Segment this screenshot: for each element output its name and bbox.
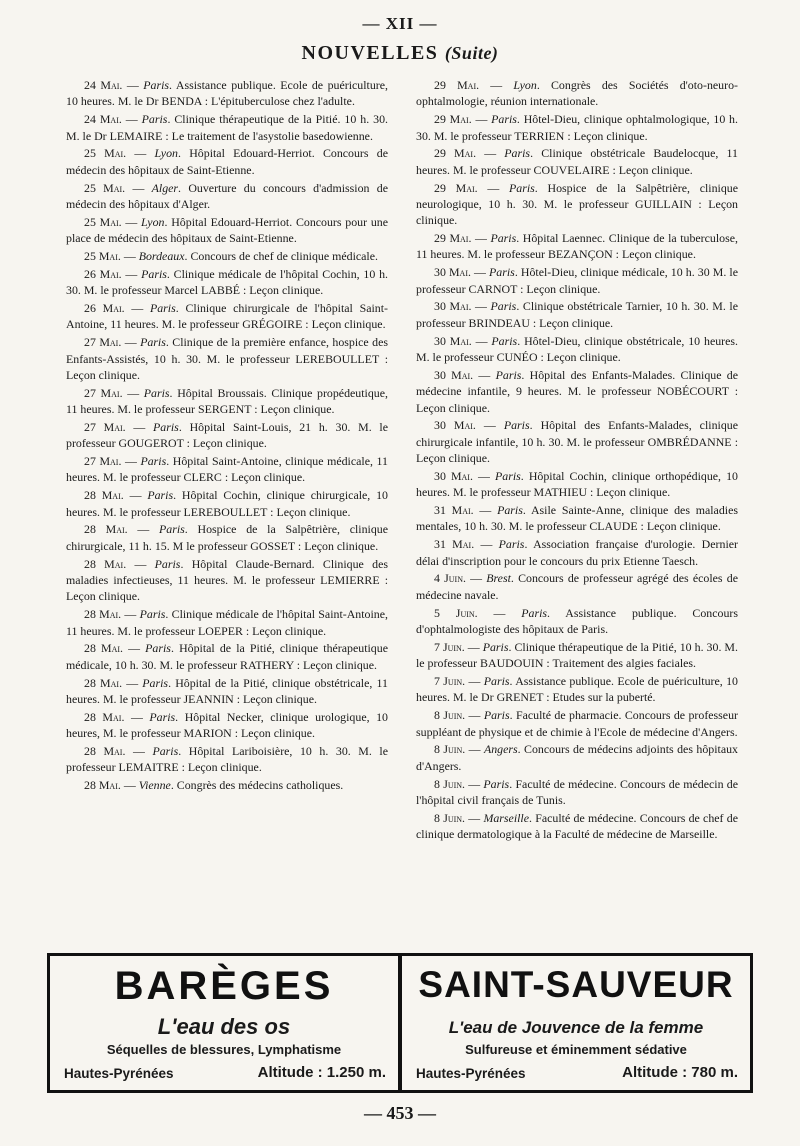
entry-city: Vienne <box>138 778 171 793</box>
news-entry: 28 Mai. — Paris. Hôpital de la Pitié, clinique obstétricale, 11 heures. M. le professeur JEANNIN : Leçon clinique. <box>66 675 388 706</box>
news-entry: 30 Mai. — Paris. Hôpital des Enfants-Malades. Clinique de médecine infantile, 9 heures. M. le professeur NOBÉCOURT : Leçon clinique. <box>416 367 738 415</box>
entry-date: 25 Mai. <box>84 214 122 229</box>
entry-date: 8 Juin. <box>434 742 466 757</box>
entry-city: Paris <box>143 78 170 92</box>
news-entry: 28 Mai. — Paris. Hôpital Necker, clinique urologique, 10 heures, M. le professeur MARION : Leçon clinique. <box>66 709 388 741</box>
news-entry: 28 Mai. — Paris. Hôpital Claude-Bernard. Clinique des maladies infectieuses, 11 heures. M. le professeur LEMIERRE : Leçon clinique. <box>66 556 388 604</box>
news-entry: 28 Mai. — Paris. Hôpital Cochin, clinique chirurgicale, 10 heures. M. le professeur LEREBOULLET : Leçon clinique. <box>66 488 389 519</box>
news-entry: 7 Juin. — Paris. Assistance publique. Ecole de puériculture, 10 heures. M. le Dr GRENET : Etudes sur la puberté. <box>416 674 738 705</box>
news-entry: 30 Mai. — Paris. Hôtel-Dieu, clinique obstétricale, 10 heures. M. le professeur CUNÉO : Leçon clinique. <box>416 333 739 364</box>
news-entry: 29 Mai. — Lyon. Congrès des Sociétés d'oto-neuro-ophtalmologie, réunion internationale. <box>416 78 738 109</box>
entry-city: Paris <box>503 418 530 433</box>
entry-date: 29 Mai. <box>434 112 472 127</box>
entry-date: 26 Mai. <box>84 300 125 315</box>
news-entry: 24 Mai. — Paris. Assistance publique. Ecole de puériculture, 10 heures. M. le Dr BENDA : L'épituberculose chez l'adulte. <box>66 78 388 109</box>
entry-city: Paris <box>149 300 176 315</box>
news-entry: 31 Mai. — Paris. Asile Sainte-Anne, clinique des maladies mentales, 10 h. 30. M. le professeur CLAUDE : Leçon clinique. <box>416 503 738 534</box>
news-entry: 26 Mai. — Paris. Clinique médicale de l'hôpital Cochin, 10 h. 30. M. le professeur Marcel LABBÉ : Leçon clinique. <box>66 266 388 298</box>
entry-city: Paris <box>490 231 517 246</box>
entry-date: 28 Mai. <box>84 488 124 503</box>
entry-city: Paris <box>483 776 510 791</box>
entry-text: Faculté de médecine. Concours de chef de clinique dermatologique à la Faculté de médecine de Marseille. <box>416 810 738 842</box>
entry-date: 5 Juin. <box>434 605 478 620</box>
entry-city: Paris <box>139 607 166 622</box>
entry-city: Bordeaux <box>138 248 185 263</box>
entry-text: Ouverture du concours d'admission de médecin des hôpitaux d'Alger. <box>66 180 388 211</box>
entry-date: 31 Mai. <box>434 537 475 552</box>
entry-text: Congrès des médecins catholiques. <box>176 778 344 793</box>
entry-text: Hôpital Claude-Bernard. Clinique des maladies infectieuses, 11 heures. M. le professeur LEMIERRE : Leçon clinique. <box>66 556 388 604</box>
ad-saint-sauveur-name: SAINT-SAUVEUR <box>418 964 734 1005</box>
advertisement-banner <box>47 953 753 1093</box>
section-title <box>0 42 800 65</box>
entry-city: Paris <box>154 556 181 571</box>
entry-date: 25 Mai. <box>84 180 126 195</box>
entry-text: Clinique chirurgicale de l'hôpital Saint-Antoine, 11 heures. M. le professeur GRÉGOIRE : Leçon clinique. <box>66 300 388 332</box>
entry-city: Paris <box>141 112 168 127</box>
entry-city: Paris <box>141 266 167 281</box>
entry-date: 4 Juin. <box>434 571 466 586</box>
entry-text: Hôpital de la Pitié, clinique obstétricale, 11 heures. M. le professeur JEANNIN : Leçon clinique. <box>66 675 388 706</box>
entry-city: Paris <box>490 299 517 314</box>
entry-city: Lyon <box>154 146 178 161</box>
entry-date: 25 Mai. <box>84 146 127 161</box>
entry-date: 7 Juin. <box>434 639 465 654</box>
left-news-column <box>66 77 388 795</box>
news-entry: 29 Mai. — Paris. Hôpital Laennec. Clinique de la tuberculose, 11 heures. M. le professeur BEZANÇON : Leçon clinique. <box>416 231 738 262</box>
entry-text: Concours de professeur agrégé des écoles de médecine navale. <box>416 571 738 602</box>
news-entry: 30 Mai. — Paris. Hôpital des Enfants-Malades, clinique chirurgicale infantile, 10 h. 30. M. le professeur OMBRÉDANNE : Leçon clinique. <box>416 418 738 466</box>
entry-date: 27 Mai. <box>84 454 122 469</box>
ad-bareges-name: BARÈGES <box>114 964 334 1008</box>
entry-date: 27 Mai. <box>84 335 122 350</box>
entry-city: Paris <box>142 675 169 690</box>
entry-date: 30 Mai. <box>434 468 473 483</box>
entry-text: Clinique obstétricale Baudelocque, 11 heures. M. le professeur COUVELAIRE : Leçon clinique. <box>416 146 738 177</box>
entry-city: Angers <box>483 742 518 757</box>
ad-saint-sauveur-altitude: Altitude : 780 m. <box>622 1064 738 1081</box>
news-entry: 28 Mai. — Paris. Hôpital Lariboisière, 10 h. 30. M. le professeur LEMAITRE : Leçon clinique. <box>66 743 388 775</box>
entry-city: Paris <box>489 265 515 280</box>
entry-date: 30 Mai. <box>434 333 472 348</box>
entry-text: Assistance publique. Ecole de puériculture, 10 heures. M. le Dr GRENET : Etudes sur la puberté. <box>416 674 738 705</box>
entry-city: Lyon <box>513 78 537 92</box>
ad-bareges-tagline: L'eau des os <box>157 1014 291 1039</box>
entry-city: Brest <box>486 571 511 586</box>
news-entry: 30 Mai. — Paris. Clinique obstétricale Tarnier, 10 h. 30. M. le professeur BRINDEAU : Leçon clinique. <box>416 299 738 330</box>
entry-text: Assistance publique. Ecole de puériculture, 10 heures. M. le Dr BENDA : L'épituberculose chez l'adulte. <box>66 78 388 109</box>
entry-date: 30 Mai. <box>434 418 476 433</box>
entry-city: Paris <box>143 385 170 400</box>
news-entry: 8 Juin. — Marseille. Faculté de médecine. Concours de chef de clinique dermatologique à la Faculté de médecine de Marseille. <box>416 810 738 842</box>
entry-city: Paris <box>491 333 518 348</box>
news-entry: 26 Mai. — Paris. Clinique chirurgicale de l'hôpital Saint-Antoine, 11 heures. M. le professeur GRÉGOIRE : Leçon clinique. <box>66 300 388 332</box>
section-title-text: NOUVELLES <box>301 42 439 64</box>
news-entry: 30 Mai. — Paris. Hôpital Cochin, clinique orthopédique, 10 heures. M. le professeur MATHIEU : Leçon clinique. <box>416 468 738 500</box>
entry-text: Hôtel-Dieu, clinique obstétricale, 10 heures. M. le professeur CUNÉO : Leçon clinique. <box>416 333 739 364</box>
entry-city: Paris <box>495 367 522 382</box>
entry-date: 8 Juin. <box>434 708 466 723</box>
ad-bareges-region: Hautes-Pyrénées <box>64 1066 174 1081</box>
news-entry: 28 Mai. — Paris. Hospice de la Salpêtrière, clinique chirurgicale, 11 h. 15. M le professeur GOSSET : Leçon clinique. <box>66 522 388 553</box>
entry-date: 8 Juin. <box>434 810 466 825</box>
entry-text: Concours de chef de clinique médicale. <box>190 248 378 263</box>
entry-text: Hôpital de la Pitié, clinique thérapeutique médicale, 10 h. 30. M. le professeur RATHERY : Leçon clinique. <box>66 641 388 672</box>
news-entry: 27 Mai. — Paris. Clinique de la première enfance, hospice des Enfants-Assistés, 10 h. 30. M. le professeur LEREBOULLET : Leçon clinique. <box>66 335 388 382</box>
right-news-column <box>416 77 738 844</box>
news-entry: 25 Mai. — Bordeaux. Concours de chef de clinique médicale. <box>84 248 378 263</box>
entry-text: Asile Sainte-Anne, clinique des maladies mentales, 10 h. 30. M. le professeur CLAUDE : Leçon clinique. <box>416 503 738 534</box>
entry-date: 28 Mai. <box>84 556 127 571</box>
ad-bareges-subline: Séquelles de blessures, Lymphatisme <box>106 1042 342 1057</box>
entry-date: 30 Mai. <box>434 265 471 280</box>
news-entry: 7 Juin. — Paris. Clinique thérapeutique de la Pitié, 10 h. 30. M. le professeur BAUDOUIN : Traitement des algies faciales. <box>416 639 738 671</box>
entry-text: Hôpital des Enfants-Malades, clinique chirurgicale infantile, 10 h. 30. M. le professeur OMBRÉDANNE : Leçon clinique. <box>416 418 738 466</box>
entry-text: Clinique thérapeutique de la Pitié. 10 h. 30. M. le Dr LEMAIRE : Le traitement de l'asystolie basedowienne. <box>66 112 388 143</box>
entry-city: Paris <box>482 639 509 654</box>
entry-text: Concours de médecins adjoints des hôpitaux d'Angers. <box>416 742 738 773</box>
entry-city: Paris <box>140 335 166 350</box>
news-entry: 8 Juin. — Paris. Faculté de médecine. Concours de médecin de l'hôpital civil français de Tunis. <box>416 776 738 807</box>
entry-date: 28 Mai. <box>84 675 123 690</box>
news-entry: 5 Juin. — Paris. Assistance publique. Concours d'ophtalmologiste des hôpitaux de Paris. <box>416 605 738 636</box>
entry-date: 30 Mai. <box>434 367 474 382</box>
entry-text: Hôpital Saint-Louis, 21 h. 30. M. le professeur GOUGEROT : Leçon clinique. <box>66 419 389 451</box>
entry-city: Paris <box>491 112 517 127</box>
entry-date: 24 Mai. <box>84 112 122 127</box>
entry-text: Hôtel-Dieu, clinique médicale, 10 h. 30 M. le professeur CARNOT : Leçon clinique. <box>416 265 738 296</box>
entry-city: Paris <box>497 503 523 518</box>
entry-text: Hôpital Lariboisière, 10 h. 30. M. le professeur LEMAITRE : Leçon clinique. <box>66 743 388 775</box>
ad-bareges <box>50 956 398 1090</box>
entry-city: Alger <box>151 180 179 195</box>
entry-date: 28 Mai. <box>84 709 125 724</box>
entry-date: 28 Mai. <box>84 641 124 656</box>
entry-city: Paris <box>159 522 185 537</box>
news-entry: 28 Mai. — Vienne. Congrès des médecins catholiques. <box>84 778 344 793</box>
news-entry: 4 Juin. — Brest. Concours de professeur agrégé des écoles de médecine navale. <box>416 571 738 602</box>
entry-date: 29 Mai. <box>434 78 480 92</box>
entry-city: Paris <box>521 605 548 620</box>
entry-text: Hôpital Cochin, clinique orthopédique, 10 heures. M. le professeur MATHIEU : Leçon clinique. <box>416 468 738 500</box>
entry-text: Hôpital Cochin, clinique chirurgicale, 10 heures. M. le professeur LEREBOULLET : Leçon clinique. <box>66 488 389 519</box>
ad-saint-sauveur-subline: Sulfureuse et éminemment sédative <box>465 1042 687 1057</box>
news-entry: 25 Mai. — Lyon. Hôpital Edouard-Herriot. Concours pour une place de médecin des hôpitaux de Saint-Etienne. <box>66 214 388 246</box>
entry-city: Paris <box>494 468 521 483</box>
entry-date: 29 Mai. <box>434 180 478 195</box>
news-entry: 31 Mai. — Paris. Association française d'urologie. Dernier délai d'inscription pour le concours du prix Etienne Taesch. <box>416 537 738 568</box>
entry-date: 27 Mai. <box>84 419 126 434</box>
page-number: — 453 — <box>364 1103 436 1123</box>
news-entry: 27 Mai. — Paris. Hôpital Saint-Antoine, clinique médicale, 11 heures. M. le professeur CLERC : Leçon clinique. <box>66 454 388 485</box>
entry-text: Association française d'urologie. Dernier délai d'inscription pour le concours du prix Etienne Taesch. <box>416 537 738 568</box>
entry-text: Hôpital Edouard-Herriot. Concours de médecin des hôpitaux de Saint-Etienne. <box>66 146 388 177</box>
news-entry: 27 Mai. — Paris. Hôpital Broussais. Clinique propédeutique, 11 heures. M. le professeur SERGENT : Leçon clinique. <box>66 385 388 417</box>
entry-text: Hôtel-Dieu, clinique ophtalmologique, 10 h. 30. M. le professeur TERRIEN : Leçon clinique. <box>416 112 738 143</box>
entry-text: Hôpital Edouard-Herriot. Concours pour une place de médecin des hôpitaux de Saint-Etienne. <box>66 214 388 246</box>
entry-date: 31 Mai. <box>434 503 474 518</box>
ad-saint-sauveur-region: Hautes-Pyrénées <box>416 1066 526 1081</box>
entry-text: Clinique thérapeutique de la Pitié, 10 h. 30. M. le professeur BAUDOUIN : Traitement des algies faciales. <box>416 639 738 671</box>
entry-date: 30 Mai. <box>434 299 472 314</box>
entry-text: Clinique médicale de l'hôpital Saint-Antoine, 11 heures. M. le professeur LOEPER : Leçon clinique. <box>66 607 388 638</box>
entry-date: 26 Mai. <box>84 266 122 281</box>
entry-city: Paris <box>504 146 531 161</box>
entry-text: Hôpital Saint-Antoine, clinique médicale, 11 heures. M. le professeur CLERC : Leçon clinique. <box>66 454 388 485</box>
ad-bareges-altitude: Altitude : 1.250 m. <box>257 1064 386 1081</box>
section-title-suite: (Suite) <box>444 43 499 63</box>
ad-saint-sauveur <box>402 956 750 1090</box>
entry-city: Marseille <box>483 810 530 825</box>
entry-text: Faculté de pharmacie. Concours de professeur suppléant de physique et de chimie à l'Ecole de médecine d'Angers. <box>416 708 738 739</box>
entry-date: 28 Mai. <box>84 522 128 537</box>
entry-date: 29 Mai. <box>434 146 477 161</box>
entry-date: 24 Mai. <box>84 78 123 92</box>
entry-text: Clinique médicale de l'hôpital Cochin, 10 h. 30. M. le professeur Marcel LABBÉ : Leçon clinique. <box>66 266 388 298</box>
entry-date: 28 Mai. <box>84 743 126 758</box>
news-entry: 25 Mai. — Lyon. Hôpital Edouard-Herriot. Concours de médecin des hôpitaux de Saint-Etienne. <box>66 146 388 177</box>
news-entry: 28 Mai. — Paris. Clinique médicale de l'hôpital Saint-Antoine, 11 heures. M. le professeur LOEPER : Leçon clinique. <box>66 607 388 638</box>
entry-city: Paris <box>140 454 167 469</box>
entry-text: Hôpital des Enfants-Malades. Clinique de médecine infantile, 9 heures. M. le professeur NOBÉCOURT : Leçon clinique. <box>416 367 738 415</box>
entry-city: Paris <box>483 708 510 723</box>
news-entry: 24 Mai. — Paris. Clinique thérapeutique de la Pitié. 10 h. 30. M. le Dr LEMAIRE : Le traitement de l'asystolie basedowienne. <box>66 112 388 143</box>
entry-date: 29 Mai. <box>434 231 472 246</box>
entry-city: Paris <box>509 180 535 195</box>
entry-city: Paris <box>483 674 510 689</box>
news-entry: 28 Mai. — Paris. Hôpital de la Pitié, clinique thérapeutique médicale, 10 h. 30. M. le professeur RATHERY : Leçon clinique. <box>66 641 388 672</box>
entry-date: 28 Mai. <box>84 778 121 793</box>
entry-text: Clinique de la première enfance, hospice des Enfants-Assistés, 10 h. 30. M. le professeur LEREBOULLET : Leçon clinique. <box>66 335 388 382</box>
news-entry: 29 Mai. — Paris. Hôtel-Dieu, clinique ophtalmologique, 10 h. 30. M. le professeur TERRIEN : Leçon clinique. <box>416 112 738 143</box>
entry-text: Congrès des Sociétés d'oto-neuro-ophtalmologie, réunion internationale. <box>416 78 738 109</box>
news-entry: 8 Juin. — Angers. Concours de médecins adjoints des hôpitaux d'Angers. <box>416 742 738 773</box>
entry-date: 8 Juin. <box>434 776 466 791</box>
entry-text: Hôpital Broussais. Clinique propédeutique, 11 heures. M. le professeur SERGENT : Leçon clinique. <box>66 385 388 417</box>
entry-date: 28 Mai. <box>84 607 122 622</box>
news-entry: 25 Mai. — Alger. Ouverture du concours d'admission de médecin des hôpitaux d'Alger. <box>66 180 388 211</box>
news-entry: 30 Mai. — Paris. Hôtel-Dieu, clinique médicale, 10 h. 30 M. le professeur CARNOT : Leçon clinique. <box>416 265 738 296</box>
entry-city: Paris <box>149 709 176 724</box>
entry-date: 25 Mai. <box>84 248 121 263</box>
entry-text: Hospice de la Salpêtrière, clinique chirurgicale, 11 h. 15. M le professeur GOSSET : Leçon clinique. <box>66 522 388 553</box>
entry-city: Lyon <box>141 214 165 229</box>
entry-text: Assistance publique. Concours d'ophtalmologiste des hôpitaux de Paris. <box>416 605 738 636</box>
ad-saint-sauveur-tagline: L'eau de Jouvence de la femme <box>448 1018 704 1037</box>
news-entry: 27 Mai. — Paris. Hôpital Saint-Louis, 21 h. 30. M. le professeur GOUGEROT : Leçon clinique. <box>66 419 389 451</box>
entry-text: Hôpital Necker, clinique urologique, 10 heures, M. le professeur MARION : Leçon clinique. <box>66 709 388 741</box>
entry-city: Paris <box>147 488 174 503</box>
entry-text: Faculté de médecine. Concours de médecin de l'hôpital civil français de Tunis. <box>416 776 738 807</box>
entry-text: Hospice de la Salpêtrière, clinique neurologique, 10 h. 30. M. le professeur GUILLAIN : Leçon clinique. <box>416 180 738 228</box>
news-entry: 29 Mai. — Paris. Clinique obstétricale Baudelocque, 11 heures. M. le professeur COUVELAIRE : Leçon clinique. <box>416 146 738 177</box>
entry-text: Hôpital Laennec. Clinique de la tuberculose, 11 heures. M. le professeur BEZANÇON : Leçon clinique. <box>416 231 738 262</box>
news-entry: 29 Mai. — Paris. Hospice de la Salpêtrière, clinique neurologique, 10 h. 30. M. le professeur GUILLAIN : Leçon clinique. <box>416 180 738 228</box>
entry-city: Paris <box>498 537 525 552</box>
entry-text: Clinique obstétricale Tarnier, 10 h. 30. M. le professeur BRINDEAU : Leçon clinique. <box>416 299 738 330</box>
entry-city: Paris <box>152 743 179 758</box>
news-entry: 8 Juin. — Paris. Faculté de pharmacie. Concours de professeur suppléant de physique et de chimie à l'Ecole de médecine d'Angers. <box>416 708 738 739</box>
entry-city: Paris <box>145 641 171 656</box>
entry-date: 7 Juin. <box>434 674 466 689</box>
roman-page-header: — XII — <box>362 14 438 33</box>
entry-date: 27 Mai. <box>84 385 123 400</box>
entry-city: Paris <box>153 419 179 434</box>
